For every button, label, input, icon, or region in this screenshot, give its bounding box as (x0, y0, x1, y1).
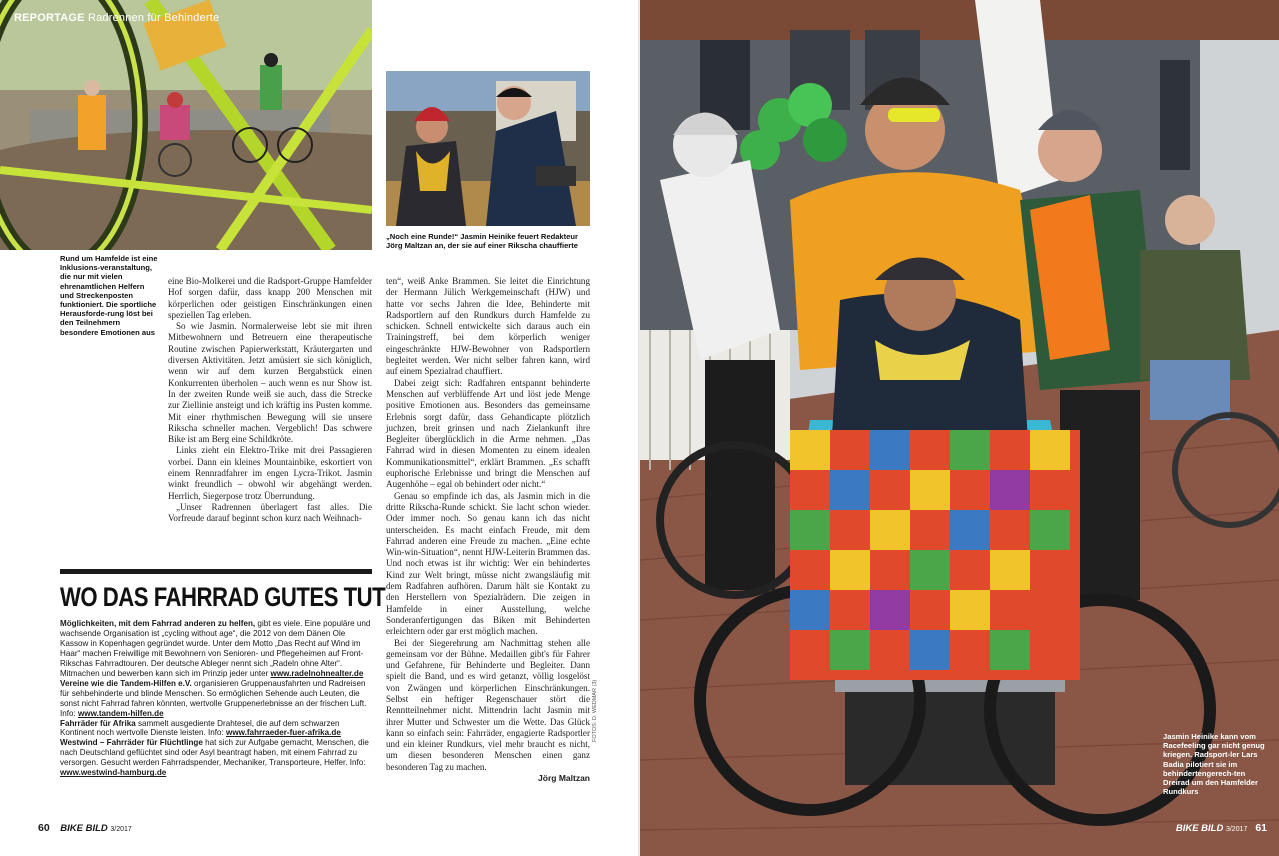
article-column-1 (168, 276, 372, 525)
paragraph: So wie Jasmin. Normalerweise lebt sie mit ihren Mitbewohnern und Betreuern eine therapeutische Routine zwischen Papierwerkstatt, Kräutergarten und diversen Aktivitäten. Jetzt amüsiert sie sich königlich, wenn wir auf dem kurzen Bergabstück einen Konkurrenten überholen – auch wenn es nur Show ist. In der zweiten Runde weiß sie auch, dass die Strecke zur Ziellinie ansteigt und ich kräftig ins Pusten komme. Mit einer rhythmischen Bewegung will sie unsere Rikscha schneller machen. Vergeblich! Das schwere Bike ist am Berg eine Schildkröte. (168, 321, 372, 445)
section-kicker: REPORTAGE Radrennen für Behinderte (14, 12, 220, 24)
right-page (640, 0, 1279, 856)
folio-right: BIKE BILD 3/2017 61 (1175, 822, 1267, 834)
author-byline: Jörg Maltzan (538, 773, 590, 784)
paragraph: eine Bio-Molkerei und die Radsport-Gruppe Hamfelder Hof sorgen dafür, dass knapp 200 Menschen mit körperlichen oder geistigen Einschränkungen einen speziellen Tag erleben. (168, 276, 372, 320)
box-rule (60, 569, 372, 574)
box-paragraph: Vereine wie die Tandem-Hilfen e.V. organisieren Gruppenausfahrten und Radreisen für sehbehinderte und blinde Menschen. So ermöglichen Sehende auch Leuten, die sonst nicht Fahrrad fahren könnten, wertvolle Gruppenerlebnisse an der frischen Luft. Info: www.tandem-hilfen.de (60, 678, 367, 718)
paragraph: „Unser Radrennen überlagert fast alles. Die Vorfreude darauf beginnt schon kurz nach Weihnach- (168, 501, 372, 524)
folio-left: 60 BIKE BILD 3/2017 (38, 822, 132, 834)
photo-rickshaw-ride (386, 71, 590, 226)
paragraph: ten“, weiß Anke Brammen. Sie leitet die Einrichtung der Hermann Jülich Werkgemeinschaft (HJW) und hatte vor sechs Jahren die Idee, Behinderte mit Radsportlern auf den Rundkurs durch Hamfelde zu schicken. Schnell entwickelte sich daraus auch ein Trainingstreff, bei dem körperlich weniger eingeschränkte HJW-Bewohner von Radsportlern begleitet werden. Wer nicht selber fahren kann, wird auf einem Spezialrad chauffiert. (386, 276, 590, 377)
photo-credit: FOTOS: D. WEDMAR (3) (592, 679, 598, 742)
paragraph: Bei der Siegerehrung am Nachmittag stehen alle gemeinsam vor der Bühne. Medaillen gibt's für Fahrer und Gefahrene, für Behinderte und Begleiter. Dann spielt die Band, und es wird getanzt, völlig losgelöst von Zwängen und körperlichen Einschränkungen. Selbst ein heftiger Regenschauer stört die Renntteilnehmer nicht. Mittendrin lacht Jasmin mit ihrer Mutter und Schwester um die Wette. Das Glück kann so einfach sein: Fahrräder, engagierte Radsportler und ein kleiner Rundkurs, viel mehr braucht es nicht, um diesen besonderen Menschen einen ganz besonderen Tag zu machen. (386, 637, 590, 772)
box-paragraph: Möglichkeiten, mit dem Fahrrad anderen zu helfen, gibt es viele. Eine populäre und wachsende Organisation ist „cycling without age“, die 2012 von dem Dänen Ole Kassow in Kopenhagen gegründet wurde. Unter dem Motto „Das Recht auf Wind im Haar“ machen Freiwillige mit Bewohnern von Senioren- und Pflegeheimen auf Front-Rikschas Fahrradtouren. Der deutsche Ableger nennt sich „Radeln ohne Alter“. Mitmachen und bewerben kann sich im Prinzip jeder unter www.radelnohnealter.de (60, 619, 371, 678)
link-radeln-ohne-alter[interactable]: www.radelnohnealter.de (270, 668, 364, 678)
photo-race-course (0, 0, 372, 250)
caption-small-photo: „Noch eine Runde!“ Jasmin Heinike feuert Redakteur Jörg Maltzan an, der sie auf einer Rikscha chauffierte (386, 232, 579, 251)
paragraph: Dabei zeigt sich: Radfahren entspannt behinderte Menschen auf verblüffende Art und löst jede Menge positive Emotionen aus. Besonders das gemeinsame Erlebnis sorgt dafür, dass Gehandicapte plötzlich juchzen, breit grinsen und nach Zielankunft ihre Begleiter überglücklich in die Arme nehmen. „Das Fahrrad wird in diesen Momenten zu einem idealen Kommunikationsmittel“, erklärt Brammen. „Es schafft euphorische Erlebnisse und bringt die Menschen auf Augenhöhe – egal ob behindert oder nicht.“ (386, 377, 590, 490)
caption-top-left: Rund um Hamfelde ist eine Inklusions-veranstaltung, die nur mit vielen ehrenamtlichen Helfern und Streckenposten funktioniert. Die sportliche Herausforde-rung löst bei den Teilnehmern besondere Emotionen aus (60, 254, 158, 337)
paragraph: Links zieht ein Elektro-Trike mit drei Passagieren vorbei. Dann ein kleines Mountainbike, eskortiert von einem Rennradfahrer im engen Lycra-Trikot. Jasmin winkt freundlich – obwohl wir abgehängt werden. Herrlich, Siegerpose trotz Überrundung. (168, 445, 372, 501)
box-headline: WO DAS FAHRRAD GUTES TUT (60, 582, 386, 612)
paragraph: Genau so empfinde ich das, als Jasmin mich in die dritte Rikscha-Runde schickt. Sie lacht schon wieder. Oder immer noch. So genau kann ich das nicht unterscheiden. Es macht einfach Freude, mit dem Fahrrad anderen eine Freude zu machen. „Eine echte Win-win-Situation“, nennt HJW-Leiterin Brammen das. Und noch etwas ist ihr wichtig: Wer ein behindertes Kind zur Welt bringt, müsse nicht zwangsläufig mit dem Radfahren aufhören. Darum hält sie Kontakt zu den Herstellern von Spezialrädern. Die zeigen in Hamfelde in einer Ausstellung, welche Sonderanfertigungen das Biken mit Behinderten erleichtern oder gar erst möglich machen. (386, 490, 590, 637)
link-tandem-hilfen[interactable]: www.tandem-hilfen.de (78, 708, 164, 718)
article-column-2 (386, 276, 590, 784)
link-westwind[interactable]: www.westwind-hamburg.de (60, 768, 167, 778)
photo-hero-tricycle (640, 0, 1279, 856)
box-paragraph: Fahrräder für Afrika sammelt ausgediente Drahtesel, die auf dem schwarzen Kontinent noch wertvolle Dienste leisten. Info: www.fahrraeder-fuer-afrika.de (60, 718, 341, 738)
box-paragraph: Westwind – Fahrräder für Flüchtlinge hat sich zur Aufgabe gemacht, Menschen, die nach Deutschland geflüchtet sind oder Asyl beantragt haben, mit einem Fahrrad zu versorgen. Gesucht werden Fahrradspender, Mechaniker, Transporteure, Helfer. Info: www.westwind-hamburg.de (60, 738, 369, 778)
info-box-text (60, 619, 372, 778)
caption-right-photo: Jasmin Heinike kann vom Racefeeling gar nicht genug kriegen. Radsport-ler Lars Badia pilotiert sie im behindertengerech-ten Dreirad um den Hamfelder Rundkurs (1163, 732, 1265, 797)
link-fahrraeder-fuer-afrika[interactable]: www.fahrraeder-fuer-afrika.de (226, 728, 341, 738)
